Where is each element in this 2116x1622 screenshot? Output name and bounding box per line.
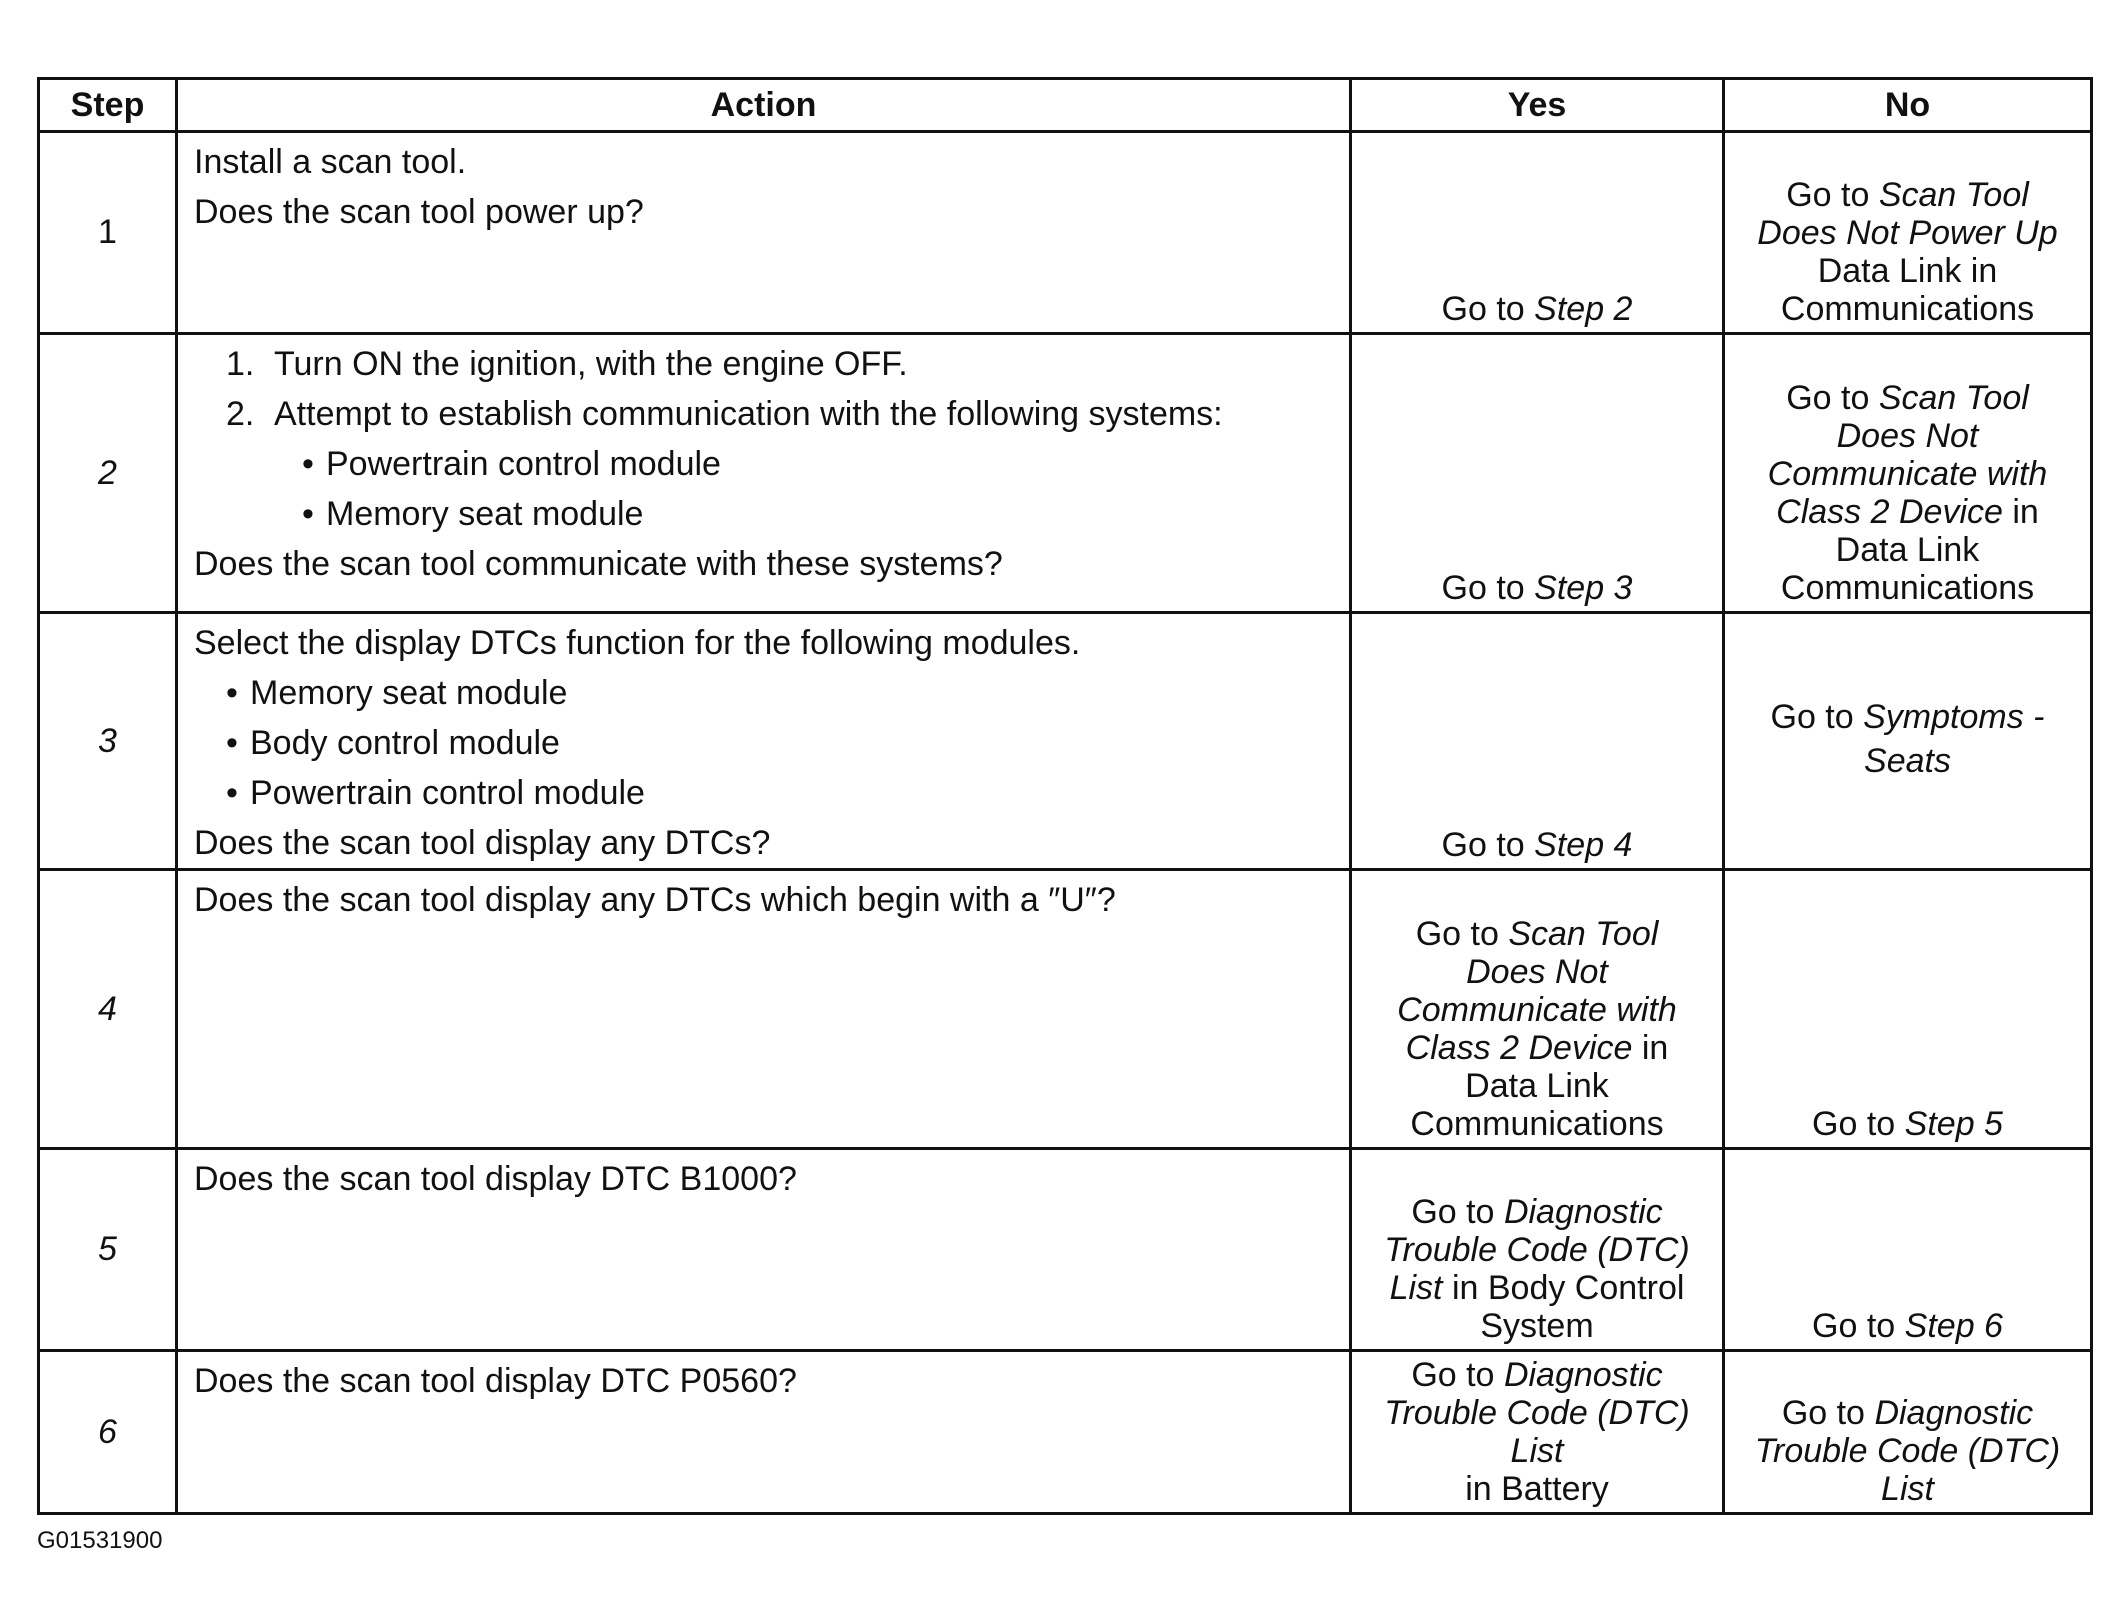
step-link[interactable]: Step 3: [1534, 569, 1633, 607]
step-link[interactable]: Step 2: [1534, 290, 1633, 328]
reference-text: Communications: [1780, 290, 2035, 328]
yes-cell: [1351, 132, 1724, 334]
numbered-item: 1. Turn ON the ignition, with the engine OFF.: [226, 345, 908, 383]
table-row: [39, 613, 2092, 870]
action-question: Does the scan tool communicate with these systems?: [194, 545, 1003, 583]
yes-cell: [1351, 613, 1724, 870]
action-question: Does the scan tool display DTC P0560?: [194, 1362, 797, 1400]
reference-link[interactable]: List: [1881, 1470, 1934, 1508]
bullet-icon: •: [226, 774, 238, 812]
action-question: Does the scan tool display any DTCs which begin with a ″U″?: [194, 881, 1116, 919]
action-cell: [177, 1351, 1351, 1514]
reference-link[interactable]: Scan Tool: [1508, 915, 1659, 953]
action-question: Does the scan tool display any DTCs?: [194, 824, 771, 862]
yes-cell: [1351, 1351, 1724, 1514]
bullet-icon: •: [302, 445, 314, 483]
reference-text: System: [1480, 1307, 1594, 1345]
step-number: 4: [39, 870, 177, 1149]
yes-cell: [1351, 870, 1724, 1149]
reference-text: Data Link: [1835, 531, 1980, 569]
table-row: [39, 334, 2092, 613]
reference-text: in Battery: [1465, 1470, 1609, 1508]
no-cell: [1724, 334, 2092, 613]
go-to-text: Go to: [1415, 915, 1499, 953]
table-row: [39, 132, 2092, 334]
step-link[interactable]: Step 5: [1904, 1105, 2003, 1143]
step-link[interactable]: Step 6: [1904, 1307, 2003, 1345]
reference-link[interactable]: Does Not: [1836, 417, 1979, 455]
reference-link[interactable]: Trouble Code (DTC): [1384, 1231, 1690, 1269]
bullet-item: • Powertrain control module: [194, 439, 1337, 489]
reference-link[interactable]: Does Not: [1466, 953, 1608, 991]
go-to-text: Go to: [1411, 1356, 1495, 1394]
reference-text: Data Link: [1465, 1067, 1609, 1105]
step-link[interactable]: Step 4: [1534, 826, 1633, 864]
yes-cell: [1351, 1149, 1724, 1351]
bullet-icon: •: [226, 674, 238, 712]
action-cell: [177, 334, 1351, 613]
action-text: Select the display DTCs function for the following modules.: [194, 624, 1081, 662]
reference-link[interactable]: List: [1510, 1432, 1564, 1470]
action-text: Install a scan tool.: [194, 143, 467, 181]
reference-text: Communications: [1410, 1105, 1664, 1143]
reference-link[interactable]: Symptoms -: [1863, 698, 2045, 736]
reference-text: in: [1641, 1029, 1669, 1067]
go-to-text: Go to: [1441, 290, 1525, 328]
table-row: [39, 870, 2092, 1149]
no-cell: [1724, 1149, 2092, 1351]
yes-cell: [1351, 334, 1724, 613]
action-cell: [177, 132, 1351, 334]
reference-text: in Body Control: [1451, 1269, 1685, 1307]
bullet-item: • Memory seat module: [194, 668, 1337, 718]
header-step: Step: [39, 79, 177, 132]
step-number: 5: [39, 1149, 177, 1351]
reference-link[interactable]: Class 2 Device: [1405, 1029, 1633, 1067]
no-cell: [1724, 870, 2092, 1149]
reference-link[interactable]: Trouble Code (DTC): [1754, 1432, 2061, 1470]
reference-link[interactable]: Scan Tool: [1878, 176, 2029, 214]
reference-link[interactable]: Seats: [1864, 742, 1951, 780]
reference-link[interactable]: Communicate with: [1767, 455, 2048, 493]
table-row: [39, 1351, 2092, 1514]
go-to-text: Go to: [1812, 1105, 1896, 1143]
no-cell: [1724, 1351, 2092, 1514]
numbered-item: 2. Attempt to establish communication with the following systems:: [226, 395, 1223, 433]
reference-link[interactable]: Trouble Code (DTC): [1384, 1394, 1690, 1432]
no-cell: [1724, 613, 2092, 870]
header-row: [39, 79, 2092, 132]
header-no: No: [1724, 79, 2092, 132]
action-cell: [177, 613, 1351, 870]
step-number: 2: [39, 334, 177, 613]
header-yes: Yes: [1351, 79, 1724, 132]
go-to-text: Go to: [1770, 698, 1854, 736]
reference-link[interactable]: Class 2 Device: [1776, 493, 2003, 531]
go-to-text: Go to: [1441, 569, 1525, 607]
bullet-item: • Powertrain control module: [194, 768, 1337, 818]
reference-link[interactable]: Communicate with: [1397, 991, 1677, 1029]
go-to-text: Go to: [1786, 176, 1870, 214]
go-to-text: Go to: [1411, 1193, 1495, 1231]
go-to-text: Go to: [1781, 1394, 1865, 1432]
reference-text: Communications: [1780, 569, 2035, 607]
reference-text: in: [2012, 493, 2039, 531]
reference-link[interactable]: Diagnostic: [1874, 1394, 2034, 1432]
diagnostic-table: [37, 77, 2093, 1515]
header-action: Action: [177, 79, 1351, 132]
action-question: Does the scan tool power up?: [194, 193, 644, 231]
reference-link[interactable]: Diagnostic: [1503, 1193, 1663, 1231]
bullet-item: • Memory seat module: [194, 489, 1337, 539]
step-number: 3: [39, 613, 177, 870]
bullet-item: • Body control module: [194, 718, 1337, 768]
action-cell: [177, 1149, 1351, 1351]
reference-link[interactable]: Does Not Power Up: [1757, 214, 2058, 252]
bullet-icon: •: [226, 724, 238, 762]
no-cell: [1724, 132, 2092, 334]
table-row: [39, 1149, 2092, 1351]
step-number: 6: [39, 1351, 177, 1514]
reference-link[interactable]: List: [1389, 1269, 1443, 1307]
go-to-text: Go to: [1786, 379, 1870, 417]
figure-id: G01531900: [37, 1527, 163, 1554]
bullet-icon: •: [302, 495, 314, 533]
reference-link[interactable]: Diagnostic: [1503, 1356, 1663, 1394]
action-question: Does the scan tool display DTC B1000?: [194, 1160, 797, 1198]
reference-text: Data Link in: [1817, 252, 1998, 290]
reference-link[interactable]: Scan Tool: [1878, 379, 2029, 417]
go-to-text: Go to: [1812, 1307, 1896, 1345]
action-cell: [177, 870, 1351, 1149]
step-number: 1: [39, 132, 177, 334]
go-to-text: Go to: [1441, 826, 1525, 864]
